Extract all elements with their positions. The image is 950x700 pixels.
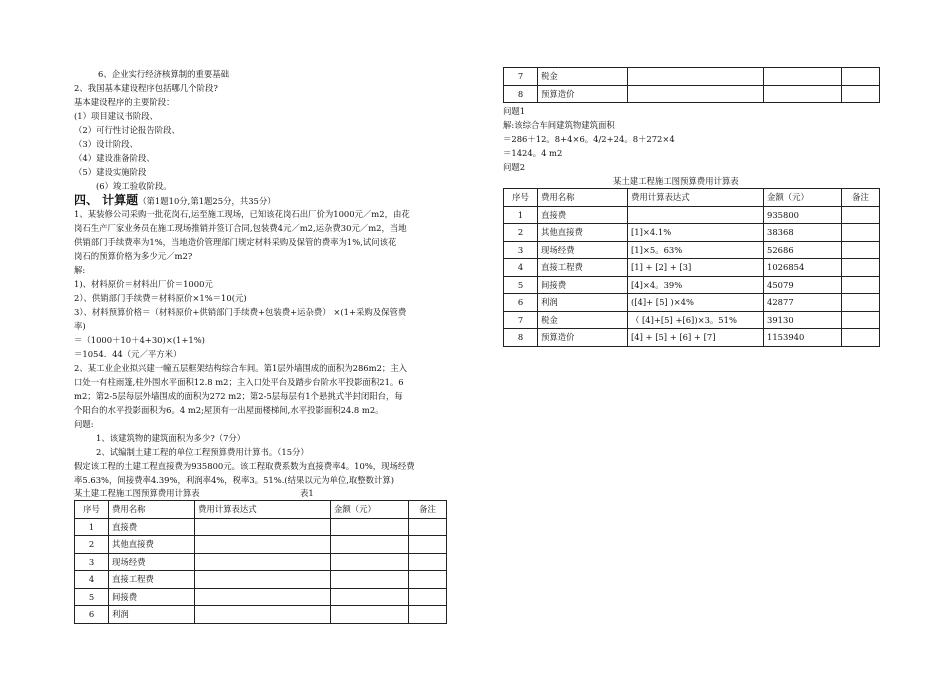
cell-amount [331,536,409,554]
header-cell: 费用名称 [538,189,628,207]
table-row [504,68,880,86]
table-caption: 某土建工程施工图预算费用计算表 [613,176,739,186]
problem-line: 率5.63%，间接费率4.39%，利润率4%，税率3。51%.(结果以元为单位,取整数计算) [74,475,395,485]
table-row [75,536,447,554]
cell-note [409,571,447,589]
cell-index: 6 [75,606,109,624]
cell-amount [331,571,409,589]
header-cell: 备注 [842,189,880,207]
header-cell: 费用计算表达式 [195,501,331,519]
table-row [504,311,880,329]
cell-note [842,68,880,86]
cell-note [409,518,447,536]
header-cell: 费用计算表达式 [628,189,764,207]
answer-line: ＝1424。4 m2 [503,148,563,158]
cell-name: 现场经费 [538,241,628,259]
cell-expression [195,606,331,624]
cell-index: 8 [504,329,538,347]
cell-name: 直接工程费 [538,259,628,277]
cell-amount: 52686 [764,241,842,259]
cell-expression [195,553,331,571]
cell-amount: 45079 [764,276,842,294]
header-cell: 序号 [75,501,109,519]
cell-index: 3 [504,241,538,259]
cell-amount [331,553,409,571]
cell-name: 其他直接费 [538,224,628,242]
cell-amount: 1026854 [764,259,842,277]
text-line: 6、企业实行经济核算制的重要基础 [98,69,229,79]
problem-line: 1、该建筑物的建筑面积为多少?（7分） [96,433,246,443]
table-header-row [75,501,447,519]
table-number: 表1 [300,488,314,498]
table-row [504,85,880,103]
cell-index: 3 [75,553,109,571]
table-row [504,259,880,277]
cell-index: 1 [75,518,109,536]
cell-note [842,276,880,294]
cell-name: 其他直接费 [109,536,195,554]
cell-name: 直接费 [538,206,628,224]
cell-name: 预算造价 [538,85,628,103]
table-row [504,329,880,347]
cell-name: 直接费 [109,518,195,536]
cell-note [409,606,447,624]
problem-line: 假定该工程的土建工程直接费为935800元。该工程取费系数为直接费率4。10%，现场经费 [74,461,415,471]
problem-line: 解: [74,265,86,275]
cell-index: 2 [75,536,109,554]
question-heading: 2、我国基本建设程序包括哪几个阶段? [74,83,218,93]
list-item: （5）建设实施阶段 [74,167,147,177]
list-item: （2）可行性讨论报告阶段、 [74,125,180,135]
cell-amount [331,606,409,624]
cell-note [842,329,880,347]
section-title-text: 四、 计算题 [74,193,139,207]
table-row [75,553,447,571]
cell-index: 7 [504,311,538,329]
table-caption: 某土建工程施工图预算费用计算表 [74,488,200,498]
cell-name: 预算造价 [538,329,628,347]
cell-expression: [1]×4.1% [628,224,764,242]
cell-name: 税金 [538,311,628,329]
problem-line: 2、某工业企业拟兴建一幢五层框架结构综合车间。第1层外墙围成的面积为286m2；主入 [74,363,408,373]
table-row [504,241,880,259]
table-row [504,224,880,242]
problem-line: 2、试编制土建工程的单位工程预算费用计算书。（15分） [96,447,309,457]
list-item: (1）项目建议书阶段、 [74,111,158,121]
header-cell: 金额（元） [331,501,409,519]
header-cell: 费用名称 [109,501,195,519]
cell-index: 1 [504,206,538,224]
cell-amount [331,588,409,606]
cell-expression: [4]×4。39% [628,276,764,294]
cell-name: 间接费 [538,276,628,294]
section-title [74,194,276,206]
problem-line: 率) [74,321,86,331]
cell-note [842,224,880,242]
cost-table-blank [74,500,447,624]
cell-name: 利润 [538,294,628,312]
cell-expression: ([4]+ [5] )×4% [628,294,764,312]
problem-line: 个阳台的水平投影面积为6。4 m2;屋顶有一出屋面楼梯间,水平投影面积24.8 m2。 [74,405,384,415]
cell-expression [628,68,764,86]
cell-name: 间接费 [109,588,195,606]
problem-line: 1、某装修公司采购一批花岗石,运至施工现场，已知该花岗石出厂价为1000元／m2，由花 [74,209,410,219]
cell-index: 4 [504,259,538,277]
cell-expression: [1]×5。63% [628,241,764,259]
cell-index: 7 [504,68,538,86]
cell-index: 5 [504,276,538,294]
cell-index: 8 [504,85,538,103]
cell-expression [628,206,764,224]
cell-amount: 42877 [764,294,842,312]
cell-expression [195,536,331,554]
table-row [504,206,880,224]
problem-line: 口处一有柱雨篷,柱外围水平面积12.8 m2；主入口处平台及踏步台阶水平投影面积21。6 [74,377,404,387]
cell-index: 6 [504,294,538,312]
problem-line: m2；第2-5层每层外墙围成的面积为272 m2；第2-5层每层有1个悬挑式半封闭阳台，每 [74,391,403,401]
list-item: （4）建设准备阶段、 [74,153,155,163]
cell-expression [628,85,764,103]
answer-line: ＝286＋12。8+4×6。4/2+24。8＋272×4 [503,134,675,144]
table-header-row [504,189,880,207]
cost-table-continued [503,67,880,103]
problem-line: 3）、材料预算价格＝（材料原价+供销部门手续费+包装费+运杂费） ×(1+采购及保管费 [74,307,407,317]
cost-table-filled [503,188,880,347]
cell-note [409,536,447,554]
cell-note [842,259,880,277]
problem-line: 问题: [74,419,94,429]
cell-index: 2 [504,224,538,242]
header-cell: 备注 [409,501,447,519]
text-line: 基本建设程序的主要阶段： [74,97,175,107]
table-row [504,276,880,294]
cell-note [842,206,880,224]
cell-note [409,553,447,571]
problem-line: 1)、材料原价＝材料出厂价＝1000元 [74,279,213,289]
cell-amount: 935800 [764,206,842,224]
cell-name: 税金 [538,68,628,86]
cell-note [842,294,880,312]
cell-amount [764,68,842,86]
cell-expression [195,588,331,606]
table-row [504,294,880,312]
cell-index: 4 [75,571,109,589]
cell-note [842,85,880,103]
cell-expression [195,518,331,536]
problem-line: 岗石的预算价格为多少元／m2? [74,251,193,261]
list-item: (6）竣工验收阶段。 [96,181,172,191]
cell-index: 5 [75,588,109,606]
header-cell: 序号 [504,189,538,207]
problem-line: 岗石生产厂家业务员在施工现场推销并签订合同,包装费4元／m2,运杂费30元／m2，当地 [74,223,407,233]
cell-amount: 38368 [764,224,842,242]
problem-line: 供销部门手续费率为1%，当地造价管理部门规定材料采购及保管的费率为1%,试问该花 [74,237,397,247]
table-row [75,588,447,606]
problem-line: ＝1054．44（元／平方米） [74,349,182,359]
cell-amount: 1153940 [764,329,842,347]
section-note: （第1题10分,第1题25分，共35分） [138,196,276,206]
cell-amount: 39130 [764,311,842,329]
answer-line: 问题1 [503,106,526,116]
cell-note [842,311,880,329]
cell-name: 现场经费 [109,553,195,571]
table-row [75,518,447,536]
answer-line: 问题2 [503,162,526,172]
cell-name: 直接工程费 [109,571,195,589]
problem-line: 2）、供销部门手续费＝材料原价×1%＝10(元) [74,293,247,303]
list-item: （3）设计阶段、 [74,139,138,149]
cell-expression: （ [4]+[5] +[6])×3。51% [628,311,764,329]
cell-note [842,241,880,259]
answer-line: 解:该综合车间建筑物建筑面积 [503,120,615,130]
table-row [75,571,447,589]
problem-line: ＝（1000＋10＋4+30)×(1+1%) [74,335,205,345]
cell-expression: [4] + [5] + [6] + [7] [628,329,764,347]
header-cell: 金额（元） [764,189,842,207]
cell-amount [764,85,842,103]
cell-amount [331,518,409,536]
cell-note [409,588,447,606]
cell-expression [195,571,331,589]
cell-expression: [1] + [2] + [3] [628,259,764,277]
table-row [75,606,447,624]
cell-name: 利润 [109,606,195,624]
